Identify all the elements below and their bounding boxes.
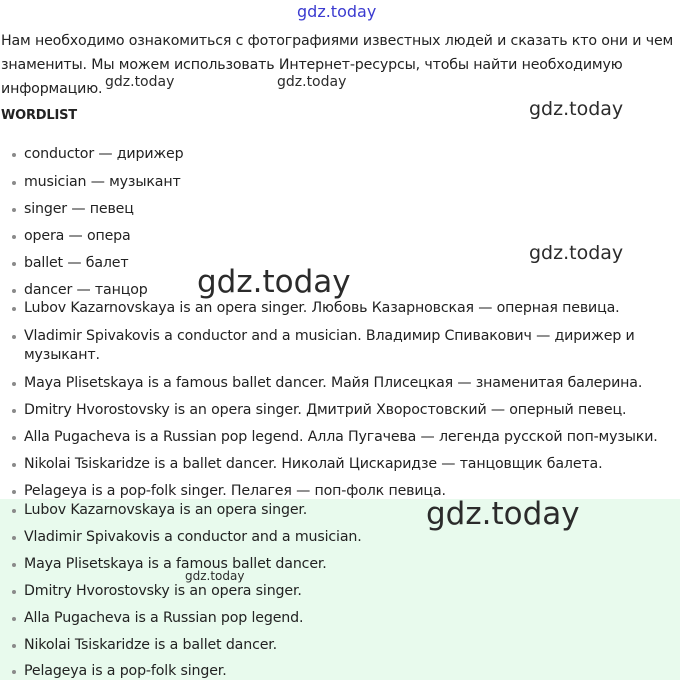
list-item — [12, 374, 678, 393]
list-item — [12, 636, 678, 655]
watermark: gdz.today — [197, 264, 351, 300]
list-item-text: Nikolai Tsiskaridze is a ballet dancer. — [24, 637, 278, 653]
intro-text: Нам необходимо ознакомиться с фотографиями известных людей и сказать кто они и чем знамениты. Мы можем использовать Интернет-ресурсы, чтобы найти необходимую информацию. — [1, 33, 674, 97]
list-item — [12, 428, 678, 447]
list-item — [12, 582, 678, 601]
watermark: gdz.today — [529, 242, 624, 264]
list-item-text: Maya Plisetskaya is a famous ballet dancer. Майя Плисецкая — знаменитая балерина. — [24, 375, 643, 391]
list-item — [12, 662, 678, 681]
list-item — [12, 401, 678, 420]
list-item-text: Dmitry Hvorostovsky is an opera singer. — [24, 583, 302, 599]
list-item — [12, 173, 678, 192]
list-item-text: musician — музыкант — [24, 174, 181, 190]
watermark: gdz.today — [297, 2, 377, 21]
watermark: gdz.today — [529, 98, 624, 120]
list-item-text: Lubov Kazarnovskaya is an opera singer. Любовь Казарновская — оперная певица. — [24, 300, 620, 316]
watermark: gdz.today — [426, 496, 580, 532]
list-item-text: dancer — танцор — [24, 282, 148, 298]
list-item-text: Alla Pugacheva is a Russian pop legend. Алла Пугачева — легенда русской поп-музыки. — [24, 429, 658, 445]
list-item — [12, 609, 678, 628]
list-item-text: Vladimir Spivakovis a conductor and a musician. — [24, 529, 362, 545]
list-item-text: opera — опера — [24, 228, 131, 244]
watermark: gdz.today — [185, 569, 245, 583]
watermark: gdz.today — [105, 74, 175, 90]
list-item — [12, 327, 678, 365]
list-item-text: Nikolai Tsiskaridze is a ballet dancer. Николай Цискаридзе — танцовщик балета. — [24, 456, 603, 472]
wordlist-heading: WORDLIST — [1, 108, 77, 123]
list-item-text: Vladimir Spivakovis a conductor and a musician. Владимир Спивакович — дирижер и музыкант. — [24, 328, 635, 363]
watermark: gdz.today — [277, 74, 347, 90]
list-item-text: Alla Pugacheva is a Russian pop legend. — [24, 610, 304, 626]
list-item-text: Dmitry Hvorostovsky is an opera singer. Дмитрий Хворостовский — оперный певец. — [24, 402, 627, 418]
list-item-text: Lubov Kazarnovskaya is an opera singer. — [24, 502, 308, 518]
list-item — [12, 200, 678, 219]
list-item — [12, 455, 678, 474]
list-item-text: Pelageya is a pop-folk singer. Пелагея — поп-фолк певица. — [24, 483, 446, 499]
list-item-text: ballet — балет — [24, 255, 129, 271]
list-item — [12, 299, 678, 318]
list-item-text: conductor — дирижер — [24, 146, 184, 162]
list-item — [12, 555, 678, 574]
list-item-text: singer — певец — [24, 201, 134, 217]
list-item-text: Pelageya is a pop-folk singer. — [24, 663, 227, 679]
list-item — [12, 145, 678, 164]
list-item-text: Maya Plisetskaya is a famous ballet dancer. — [24, 556, 327, 572]
